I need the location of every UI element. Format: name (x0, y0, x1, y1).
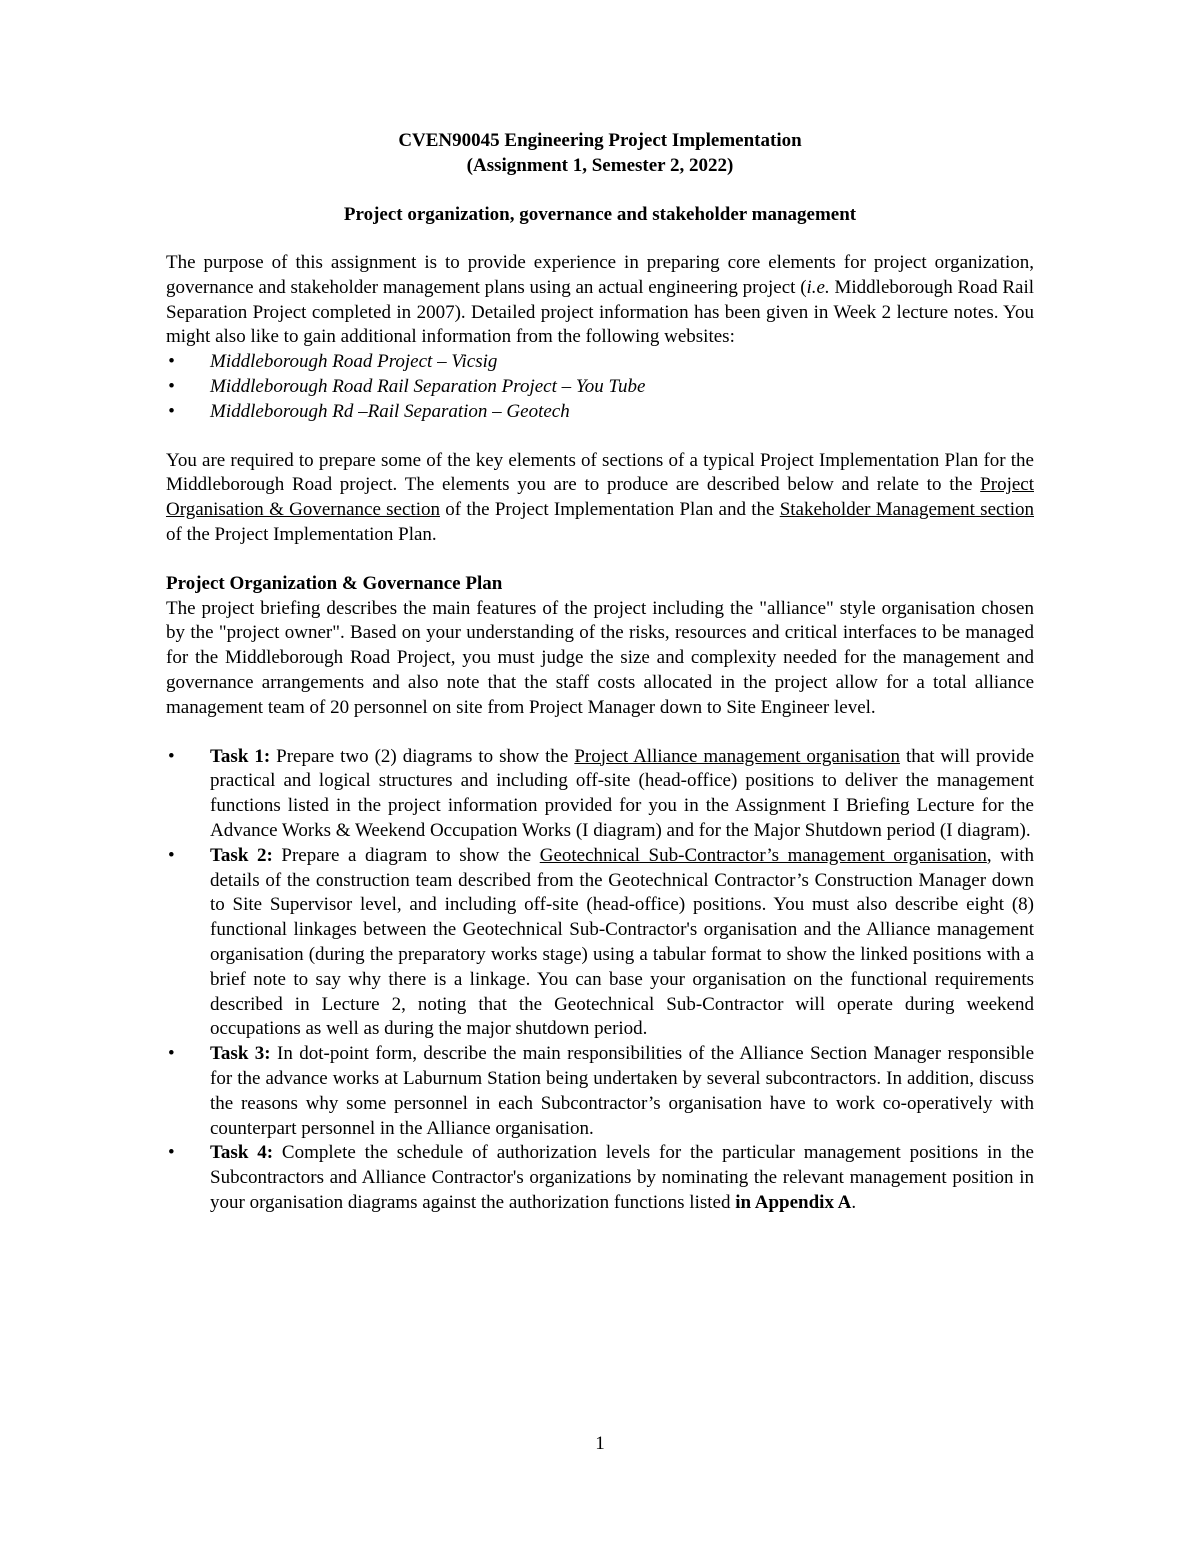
website-link-geotech[interactable]: • Middleborough Rd –Rail Separation – Geotech (166, 400, 1034, 425)
course-title: CVEN90045 Engineering Project Implementation (398, 130, 802, 151)
intro-ie: i.e. (806, 276, 830, 298)
intro-text-2: Middleborough Road Rail Separation Project completed in 2007). Detailed project information has been given in Week 2 lecture notes. You might also like to gain additional information from the following websites: (166, 276, 1034, 348)
intro-paragraph (166, 251, 1034, 350)
bullet-icon: • (168, 1142, 175, 1164)
bullet-icon: • (168, 1043, 175, 1065)
task-4: • Task 4: Complete the schedule of authorization levels for the particular management positions in the Subcontractors and Alliance Contractor's organizations by nominating the relevant management position in your organisation diagrams against the authorization functions listed in Appendix A. (168, 1142, 1034, 1213)
bullet-icon: • (168, 745, 175, 767)
page-number: 1 (595, 1433, 605, 1454)
required-paragraph: You are required to prepare some of the key elements of sections of a typical Project Implementation Plan for the Middleborough Road project. The elements you are to produce are described below and relate to the Project Organisation & Governance section of the Project Implementation Plan and the Stakeholder Management section of the Project Implementation Plan. (166, 449, 1034, 545)
bullet-icon: • (168, 351, 175, 373)
website-list (166, 350, 1034, 424)
governance-section-ref: Project Organisation & Governance section (166, 474, 1034, 521)
task-list (166, 745, 1034, 1216)
task-2: • Task 2: Prepare a diagram to show the Geotechnical Sub-Contractor’s management organisation, with details of the construction team described from the Geotechnical Contractor’s Construction Manager down to Site Supervisor level, and including off-site (head-office) positions. You must also describe eight (8) functional linkages between the Geotechnical Sub-Contractor's organisation and the Alliance management organisation (during the preparatory works stage) using a tabular format to show the linked positions with a brief note to say why there is a linkage. You can base your organisation on the functional requirements described in Lecture 2, noting that the Geotechnical Sub-Contractor will operate during weekend occupations as well as during the major shutdown period. (168, 844, 1035, 1040)
website-link-youtube[interactable]: • Middleborough Road Rail Separation Project – You Tube (166, 375, 1034, 400)
bullet-icon: • (168, 400, 175, 422)
document-subtitle: Project organization, governance and stakeholder management (343, 204, 857, 225)
stakeholder-section-ref: Stakeholder Management section (779, 499, 1034, 521)
governance-heading: Project Organization & Governance Plan (166, 572, 503, 594)
intro-text-1: The purpose of this assignment is to provide experience in preparing core elements for project organization, governance and stakeholder management plans using an actual engineering project ( (166, 252, 1034, 298)
website-link-vicsig[interactable]: • Middleborough Road Project – Vicsig (166, 350, 1034, 375)
task-3: • Task 3: In dot-point form, describe the main responsibilities of the Alliance Section Manager responsible for the advance works at Laburnum Station being undertaken by several subcontractors. In addition, discuss the reasons why some personnel in each Subcontractor’s organisation have to work co-operatively with counterpart personnel in the Alliance organisation. (168, 1043, 1034, 1139)
assignment-title: (Assignment 1, Semester 2, 2022) (466, 155, 734, 176)
governance-paragraph: The project briefing describes the main features of the project including the "alliance" style organisation chosen by the "project owner". Based on your understanding of the risks, resources and critical interfaces to be managed for the Middleborough Road Project, you must judge the size and complexity needed for the management and governance arrangements and also note that the staff costs allocated in the project allow for a total alliance management team of 20 personnel on site from Project Manager down to Site Engineer level. (166, 597, 1034, 718)
task-1: • Task 1: Prepare two (2) diagrams to show the Project Alliance management organisation that will provide practical and logical structures and including off-site (head-office) positions to deliver the management functions listed in the project information provided for you in the Assignment I Briefing Lecture for the Advance Works & Weekend Occupation Works (I diagram) and for the Major Shutdown period (I diagram). (168, 745, 1034, 841)
bullet-icon: • (168, 844, 175, 866)
bullet-icon: • (168, 375, 175, 397)
